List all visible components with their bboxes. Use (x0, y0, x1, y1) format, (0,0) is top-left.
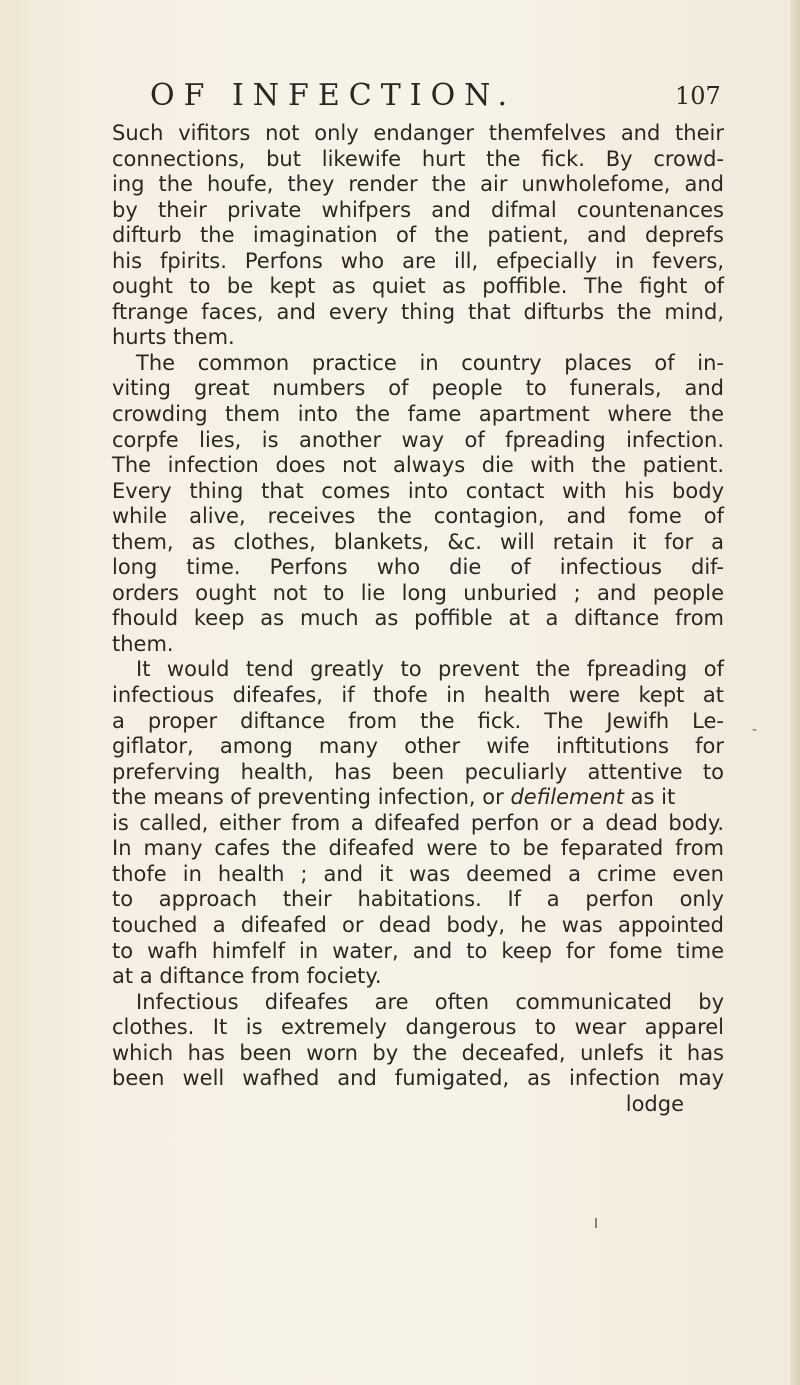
text-line: is called, either from a difeafed perfon or a dead body. (112, 810, 724, 835)
text-line: connections, but likewife hurt the fick. By crowd- (112, 146, 724, 171)
paragraph-start-line: The common practice in country places of in- (136, 350, 724, 375)
paragraph-start-line: Infectious difeafes are often communicated by (136, 989, 724, 1014)
text-line: infectious difeafes, if thofe in health were kept at (112, 683, 724, 708)
text-line: ftrange faces, and every thing that difturbs the mind, (112, 299, 724, 324)
text-line: corpfe lies, is another way of fpreading infection. (112, 427, 724, 452)
text-line: while alive, receives the contagion, and fome of (112, 504, 724, 529)
text-line: his fpirits. Perfons who are ill, efpecially in fevers, (112, 248, 724, 273)
text-line: fhould keep as much as poffible at a diftance from (112, 606, 724, 631)
page-edge (790, 0, 800, 1385)
text-line: by their private whifpers and difmal countenances (112, 197, 724, 222)
text-line: giflator, among many other wife inftitutions for (112, 734, 724, 759)
body-text (112, 121, 724, 1117)
text-line: them, as clothes, blankets, &c. will retain it for a (112, 529, 724, 554)
italic-word: defilement (510, 785, 624, 810)
text-line: ing the houfe, they render the air unwholefome, and (112, 172, 724, 197)
text-line: thofe in health ; and it was deemed a crime even (112, 861, 724, 886)
margin-stroke-mark (595, 1218, 597, 1228)
text-line: preferving health, has been peculiarly attentive to (112, 759, 724, 784)
text-line: ought to be kept as quiet as poffible. The fight of (112, 274, 724, 299)
text-segment: as it (630, 785, 676, 810)
catchword: lodge (625, 1091, 684, 1116)
text-line: viting great numbers of people to funerals, and (112, 376, 724, 401)
text-line: touched a difeafed or dead body, he was appointed (112, 912, 724, 937)
text-line: clothes. It is extremely dangerous to wear apparel (112, 1015, 724, 1040)
page-header (150, 78, 730, 118)
text-line: hurts them. (112, 325, 235, 350)
text-line: at a diftance from fociety. (112, 964, 382, 989)
text-line: crowding them into the fame apartment where the (112, 402, 724, 427)
text-line: orders ought not to lie long unburied ; and people (112, 580, 724, 605)
text-line: Every thing that comes into contact with his body (112, 478, 724, 503)
running-head: OF INFECTION. (150, 78, 517, 113)
text-line: The infection does not always die with the patient. (112, 453, 724, 478)
text-line: which has been worn by the deceafed, unlefs it has (112, 1040, 724, 1065)
margin-dash-mark: - (752, 722, 758, 738)
page-number: 107 (675, 82, 721, 110)
text-line: In many cafes the difeafed were to be feparated from (112, 836, 724, 861)
text-line: to wafh himfelf in water, and to keep for fome time (112, 938, 724, 963)
text-line: difturb the imagination of the patient, and deprefs (112, 223, 724, 248)
text-segment: the means of preventing infection, or (112, 785, 504, 810)
paragraph-start-line: It would tend greatly to prevent the fpreading of (136, 657, 724, 682)
text-line: long time. Perfons who die of infectious dif- (112, 555, 724, 580)
text-line: a proper diftance from the fick. The Jewifh Le- (112, 708, 724, 733)
text-line: been well wafhed and fumigated, as infection may (112, 1066, 724, 1091)
text-line-mixed (112, 785, 724, 811)
text-line: to approach their habitations. If a perfon only (112, 887, 724, 912)
text-line: Such vifitors not only endanger themfelves and their (112, 121, 724, 145)
text-line: them. (112, 631, 174, 656)
